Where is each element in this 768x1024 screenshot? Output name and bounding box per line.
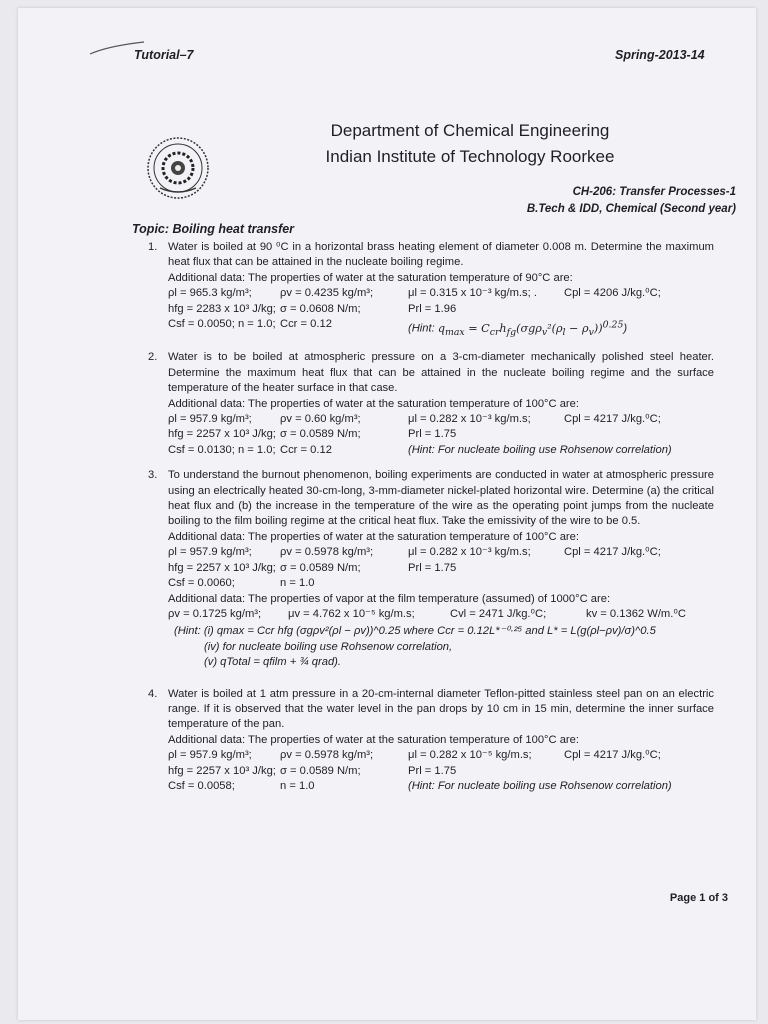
- additional-data-label: Additional data: The properties of water at the saturation temperature of 100°C are:: [168, 733, 579, 746]
- department-name: Department of Chemical Engineering: [330, 121, 610, 140]
- property-value: ρv = 0.5978 kg/m³;: [280, 546, 374, 559]
- question-1: [148, 240, 714, 340]
- property-value: σ = 0.0608 N/m;: [280, 302, 361, 315]
- additional-data-label: Additional data: The properties of vapor at the film temperature (assumed) of 1000°C are:: [168, 592, 611, 605]
- property-value: μl = 0.315 x 10⁻³ kg/m.s; .: [408, 287, 537, 300]
- tutorial-label: Tutorial–7: [134, 48, 194, 62]
- property-row: [168, 545, 714, 560]
- page-number: Page 1 of 3: [669, 892, 728, 904]
- property-row: [168, 779, 714, 794]
- topic-heading: Topic: Boiling heat transfer: [132, 222, 295, 236]
- property-value: σ = 0.0589 N/m;: [280, 428, 361, 441]
- property-value: Prl = 1.75: [408, 561, 457, 574]
- property-value: hfg = 2257 x 10³ J/kg;: [168, 428, 276, 441]
- hint-formula: (Hint: $q_{max} = C_{cr}h_{fg}(\sigma g\rho_v^2(\rho_l - \rho_v))^{0.25}$): [408, 319, 628, 338]
- semester-label: Spring-2013-14: [615, 48, 705, 62]
- hint-item: (iv) for nucleate boiling use Rohsenow correlation,: [204, 640, 453, 653]
- property-value: Csf = 0.0130; n = 1.0;: [168, 443, 276, 456]
- property-value: [564, 427, 714, 442]
- property-value: kv = 0.1362 W/m.⁰C: [586, 607, 686, 620]
- property-value: μl = 0.282 x 10⁻⁵ kg/m.s;: [408, 749, 532, 762]
- question-number: 3.: [148, 469, 158, 482]
- property-value: Cpl = 4217 J/kg.⁰C;: [564, 749, 661, 762]
- property-value: Cpl = 4217 J/kg.⁰C;: [564, 546, 661, 559]
- property-value: ρl = 957.9 kg/m³;: [168, 546, 252, 559]
- question-2: [148, 350, 714, 458]
- property-value: Csf = 0.0060;: [168, 577, 235, 590]
- property-value: [564, 561, 714, 576]
- property-value: Ccr = 0.12: [280, 318, 332, 331]
- question-number: 1.: [148, 241, 158, 253]
- hint-text: (Hint: For nucleate boiling use Rohsenow correlation): [408, 779, 672, 792]
- property-row: [168, 412, 714, 427]
- property-value: ρv = 0.5978 kg/m³;: [280, 749, 374, 762]
- institute-name: Indian Institute of Technology Roorkee: [325, 147, 615, 166]
- question-number: 2.: [148, 351, 158, 364]
- property-value: ρl = 965.3 kg/m³;: [168, 287, 252, 300]
- property-row: [168, 317, 714, 340]
- property-row: [168, 607, 714, 622]
- property-value: ρl = 957.9 kg/m³;: [168, 413, 252, 426]
- additional-data-label: Additional data: The properties of water at the saturation temperature of 90°C are:: [168, 271, 573, 284]
- hint-text: (Hint: For nucleate boiling use Rohsenow correlation): [408, 443, 672, 456]
- property-value: ρv = 0.1725 kg/m³;: [168, 607, 262, 620]
- property-row: [168, 576, 714, 591]
- property-value: ρl = 957.9 kg/m³;: [168, 749, 252, 762]
- property-value: [564, 576, 714, 591]
- property-value: Csf = 0.0050; n = 1.0;: [168, 318, 276, 331]
- property-value: ρv = 0.60 kg/m³;: [280, 413, 361, 426]
- property-value: Cvl = 2471 J/kg.⁰C;: [450, 607, 547, 620]
- property-value: Prl = 1.96: [408, 302, 457, 315]
- property-row: [168, 286, 714, 301]
- question-4: [148, 687, 714, 795]
- property-value: hfg = 2283 x 10³ J/kg;: [168, 302, 276, 315]
- property-value: μl = 0.282 x 10⁻³ kg/m.s;: [408, 413, 531, 426]
- question-text: Water is boiled at 90 ⁰C in a horizontal brass heating element of diameter 0.008 m. Determine the maximum heat flux that can be attained in the nucleate boiling regime.: [168, 241, 714, 269]
- property-row: [168, 427, 714, 442]
- question-number: 4.: [148, 687, 158, 700]
- question-text: Water is to be boiled at atmospheric pressure on a 3-cm-diameter mechanically polished steel heater. Determine the maximum heat flux that can be attained in the nucleate boiling regime and the surface temperature of the heater surface in that case.: [168, 351, 714, 395]
- property-value: μl = 0.282 x 10⁻³ kg/m.s;: [408, 546, 531, 559]
- property-row: [168, 764, 714, 779]
- property-value: Ccr = 0.12: [280, 443, 332, 456]
- property-row: [168, 302, 714, 317]
- institution-block: [300, 118, 640, 170]
- property-value: Prl = 1.75: [408, 764, 457, 777]
- property-row: [168, 748, 714, 763]
- property-value: [564, 302, 714, 317]
- property-value: Cpl = 4217 J/kg.⁰C;: [564, 413, 661, 426]
- property-value: [564, 764, 714, 779]
- question-3: [148, 468, 714, 670]
- property-value: n = 1.0: [280, 577, 315, 590]
- questions-list: [148, 240, 714, 804]
- additional-data-label: Additional data: The properties of water at the saturation temperature of 100°C are:: [168, 530, 579, 543]
- course-program: B.Tech & IDD, Chemical (Second year): [526, 203, 736, 215]
- property-row: [168, 561, 714, 576]
- property-value: σ = 0.0589 N/m;: [280, 561, 361, 574]
- property-value: Prl = 1.75: [408, 428, 457, 441]
- property-row: [168, 443, 714, 458]
- question-text: Water is boiled at 1 atm pressure in a 20-cm-internal diameter Teflon-pitted stainless steel pan on an electric range. If it is observed that the water level in the pan drops by 10 cm in 15 min, determine the inner surface temperature of the pan.: [168, 687, 714, 731]
- property-value: μv = 4.762 x 10⁻⁵ kg/m.s;: [288, 607, 415, 620]
- course-block: [527, 184, 736, 218]
- question-text: To understand the burnout phenomenon, boiling experiments are conducted in water at atmospheric pressure using an electrically heated 30-cm-long, 3-mm-diameter nickel-plated horizontal wire. Determine (a) the critical heat flux and (b) the increase in the temperature of the wire as the operating point jumps from the nucleate boiling to the film boiling regime at the critical heat flux. Take the emissivity of the wire to be 0.5.: [168, 469, 714, 528]
- additional-data-label: Additional data: The properties of water at the saturation temperature of 100°C are:: [168, 397, 579, 410]
- property-value: Cpl = 4206 J/kg.⁰C;: [564, 287, 661, 300]
- property-value: Csf = 0.0058;: [168, 779, 235, 792]
- property-value: σ = 0.0589 N/m;: [280, 764, 361, 777]
- document-page: [18, 8, 756, 1020]
- property-value: [408, 576, 556, 591]
- property-value: ρv = 0.4235 kg/m³;: [280, 287, 374, 300]
- property-value: hfg = 2257 x 10³ J/kg;: [168, 764, 276, 777]
- hint-item: (v) qTotal = qfilm + ¾ qrad).: [204, 656, 342, 669]
- iit-roorkee-seal-icon: [146, 136, 210, 200]
- property-value: n = 1.0: [280, 779, 315, 792]
- course-code: CH-206: Transfer Processes-1: [572, 186, 736, 198]
- hint-formula: (Hint: (i) qmax = Ccr hfg (σgρv²(ρl − ρv))^0.25 where Ccr = 0.12L*⁻⁰·²⁵ and L* = L(g(ρl−ρv)/σ)^0.5: [174, 625, 656, 638]
- property-value: hfg = 2257 x 10³ J/kg;: [168, 561, 276, 574]
